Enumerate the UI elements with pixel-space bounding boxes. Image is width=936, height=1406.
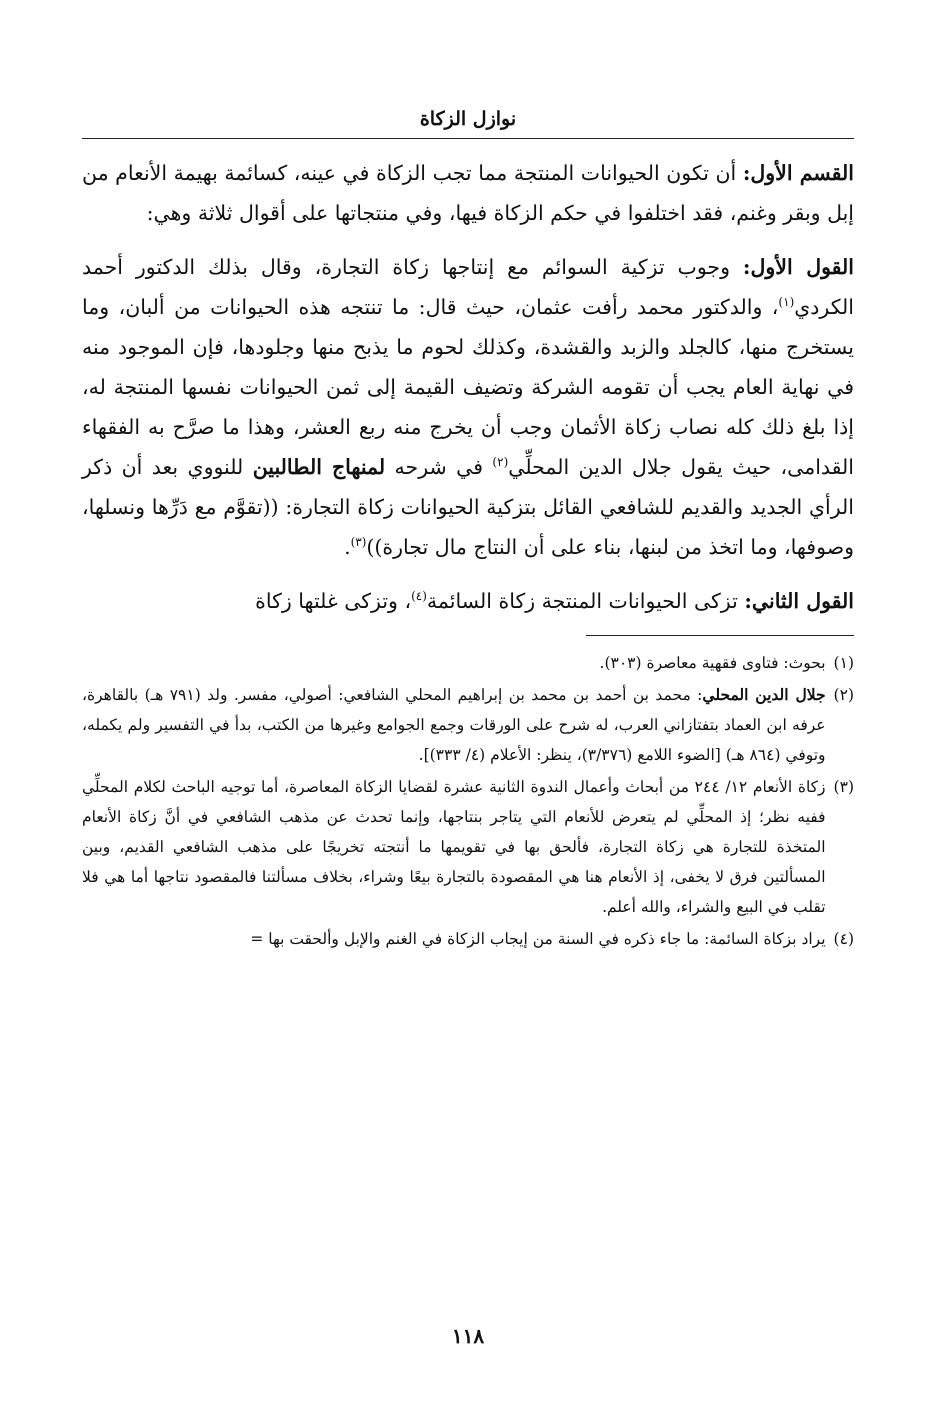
footnote-ref-4[interactable]: (٤): [411, 589, 427, 604]
footnote-text: [82, 648, 826, 678]
paragraph-text: في شرحه: [385, 455, 493, 479]
paragraph-text: أن تكون الحيوانات المنتجة مما تجب الزكاة في عينه، كسائمة بهيمة الأنعام من إبل وبقر وغنم، فقد اختلفوا في حكم الزكاة فيها، وفي منتجاتها على أقوال ثلاثة وهي:: [82, 161, 854, 225]
footnote-body: زكاة الأنعام ١٢/ ٢٤٤ من أبحاث وأعمال الندوة الثانية عشرة لقضايا الزكاة المعاصرة، أما توجيه الباحث لكلام المحلِّي ففيه نظر؛ إذ المحلِّي لم يتعرض للأنعام التي يتاجر بنتاجها، وإنما تحدث عن مذهب الشافعي في أنَّ زكاة الأنعام المتخذة للتجارة هي زكاة التجارة، فألحق بها في تقويمها ما أنتجته تخريجًا على مذهب الشافعي القديم، وبين المسألتين فرق لا يخفى، إذ الأنعام هنا هي المقصودة بالتجارة بيعًا وشراء، بخلاف مسألتنا فالمقصود نتاجها أما هي فلا تقلب في البيع والشراء، والله أعلم.: [82, 778, 826, 916]
main-text: [82, 153, 854, 621]
paragraph-text: .: [344, 535, 351, 559]
footnote-text: [82, 772, 826, 922]
footnote-lead: جلال الدين المحلي: [702, 685, 826, 704]
section-heading: القسم الأول:: [742, 161, 854, 185]
footnote-2: [82, 680, 854, 770]
footnote-4: [82, 924, 854, 954]
footnote-number: (١): [833, 654, 854, 672]
footnote-body: يراد بزكاة السائمة: ما جاء ذكره في السنة من إيجاب الزكاة في الغنم والإبل وألحقت بها =: [250, 930, 826, 948]
footnote-divider: [586, 635, 854, 636]
footnote-number: (٤): [833, 930, 854, 948]
paragraph-text: ، والدكتور محمد رأفت عثمان، حيث قال: ما تنتجه هذه الحيوانات من ألبان، وما يستخرج منها، كالجلد والزبد والقشدة، وكذلك لحوم ما يذبح منها وجلودها، فإن الموجود منه في نهاية العام يجب أن تقومه الشركة وتضيف القيمة إلى ثمن الحيوانات نفسها المنتجة له، إذا بلغ ذلك كله نصاب زكاة الأثمان وجب أن يخرج منه ربع العشر، وهذا ما صرَّح به الفقهاء القدامى، حيث يقول جلال الدين المحلِّي: [82, 295, 854, 479]
paragraph-first-opinion: [82, 247, 854, 567]
footnote-ref-1[interactable]: (١): [778, 295, 795, 310]
paragraph-text: تزكى الحيوانات المنتجة زكاة السائمة: [426, 589, 745, 613]
footnote-ref-2[interactable]: (٢): [492, 455, 509, 470]
book-page: [82, 108, 854, 1348]
running-header: نوازل الزكاة: [82, 108, 854, 139]
footnotes: [82, 648, 854, 954]
opinion-heading: القول الأول:: [742, 255, 854, 279]
paragraph-text: للنووي بعد أن ذكر الرأي الجديد والقديم للشافعي القائل بتزكية الحيوانات زكاة التجارة: ((تقوَّم مع دَرِّها ونسلها، وصوفها، وما اتخذ من لبنها، بناء على أن النتاج مال تجارة)): [82, 455, 854, 559]
footnote-number: (٢): [833, 686, 854, 704]
paragraph-first-section: [82, 153, 854, 233]
paragraph-second-opinion: [82, 581, 854, 621]
footnote-1: [82, 648, 854, 678]
footnote-text: [82, 680, 826, 770]
footnote-ref-3[interactable]: (٣): [350, 535, 367, 550]
book-title: لمنهاج الطالبين: [252, 455, 386, 479]
footnote-body: بحوث: فتاوى فقهية معاصرة (٣٠٣).: [599, 654, 826, 672]
paragraph-text: ، وتزكى غلتها زكاة: [255, 589, 412, 613]
footnote-3: [82, 772, 854, 922]
footnote-body: : محمد بن أحمد بن محمد بن إبراهيم المحلي الشافعي: أصولي، مفسر. ولد (٧٩١ هـ) بالقاهرة، عرفه ابن العماد بتفتازاني العرب، له شرح على الورقات وجمع الجوامع وغيرها من الكتب، بدأ في التفسير ولم يكمله، وتوفي (٨٦٤ هـ) [الضوء اللامع (٣/٣٧٦)، ينظر: الأعلام (٤/ ٣٣٣)].: [82, 686, 826, 764]
opinion-heading: القول الثاني:: [744, 589, 854, 613]
page-number: ١١٨: [451, 1324, 485, 1348]
footnote-number: (٣): [833, 778, 854, 796]
paragraph-text: وجوب تزكية السوائم مع إنتاجها زكاة التجارة، وقال بذلك الدكتور أحمد الكردي: [82, 255, 854, 319]
footnote-text: [82, 924, 826, 954]
